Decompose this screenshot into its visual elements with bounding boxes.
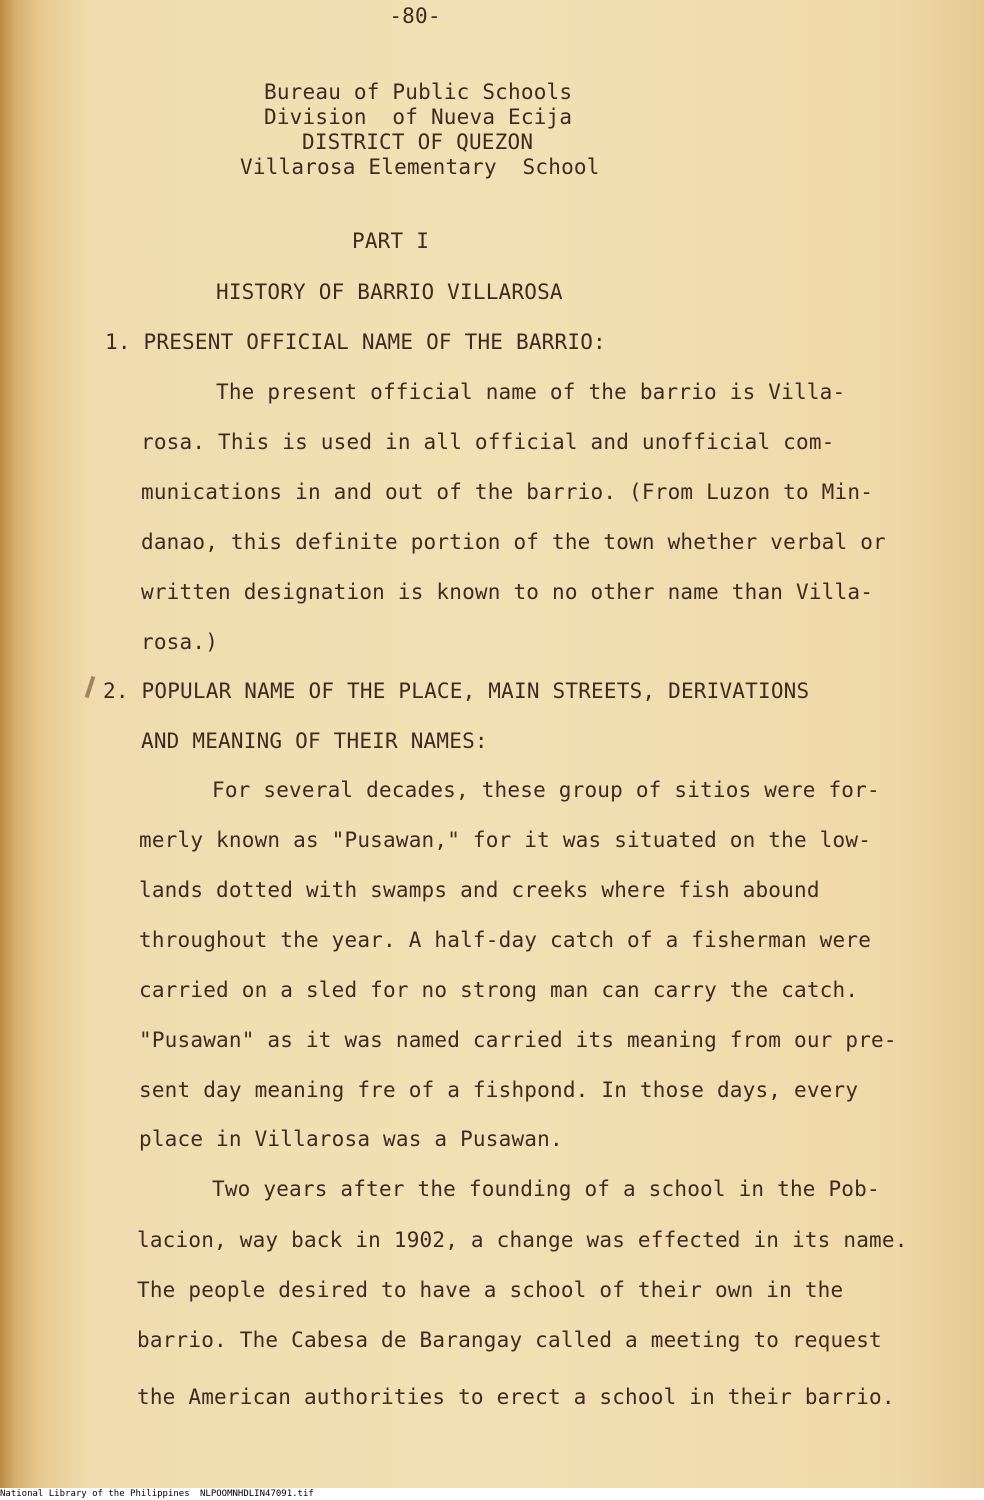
section2-para1-line: lands dotted with swamps and creeks where fish abound — [139, 878, 820, 902]
section1-line: written designation is known to no other name than Villa- — [141, 580, 874, 604]
section1-heading: 1. PRESENT OFFICIAL NAME OF THE BARRIO: — [105, 330, 606, 354]
header-district: DISTRICT OF QUEZON — [302, 130, 534, 154]
section2-para2-line: barrio. The Cabesa de Barangay called a meeting to request — [137, 1328, 882, 1352]
footer-filename: NLPOOMNHDLIN47091.tif — [200, 1489, 314, 1499]
section2-heading-line1: 2. POPULAR NAME OF THE PLACE, MAIN STREETS, DERIVATIONS — [103, 679, 810, 703]
header-school: Villarosa Elementary School — [240, 155, 600, 179]
header-division: Division of Nueva Ecija — [264, 105, 573, 129]
header-bureau: Bureau of Public Schools — [264, 80, 573, 104]
section2-para1-line: carried on a sled for no strong man can carry the catch. — [139, 978, 859, 1002]
section2-para2-line: Two years after the founding of a school in the Pob- — [212, 1177, 880, 1201]
section2-para2-line: lacion, way back in 1902, a change was effected in its name. — [137, 1228, 908, 1252]
part-title: PART I — [352, 229, 430, 253]
section2-para2-line: The people desired to have a school of their own in the — [137, 1278, 844, 1302]
section2-para1-line: sent day meaning fre of a fishpond. In those days, every — [139, 1078, 859, 1102]
archive-footer — [0, 1488, 984, 1500]
section2-para1-line: "Pusawan" as it was named carried its meaning from our pre- — [139, 1028, 897, 1052]
section2-para1-line: merly known as "Pusawan," for it was situated on the low- — [139, 828, 872, 852]
page-number: -80- — [389, 4, 441, 28]
history-title: HISTORY OF BARRIO VILLAROSA — [216, 280, 563, 304]
section2-para1-line: place in Villarosa was a Pusawan. — [139, 1127, 563, 1151]
section1-line: danao, this definite portion of the town whether verbal or — [141, 530, 886, 554]
section1-line: rosa. This is used in all official and unofficial com- — [141, 430, 835, 454]
pencil-mark — [85, 676, 96, 698]
section2-heading-line2: AND MEANING OF THEIR NAMES: — [141, 729, 488, 753]
section2-para1-line: For several decades, these group of sitios were for- — [212, 778, 880, 802]
section2-para1-line: throughout the year. A half-day catch of a fisherman were — [139, 928, 872, 952]
section1-line: The present official name of the barrio is Villa- — [216, 380, 846, 404]
section1-line: rosa.) — [141, 630, 219, 654]
section2-para2-line: the American authorities to erect a school in their barrio. — [137, 1385, 895, 1409]
section1-line: munications in and out of the barrio. (From Luzon to Min- — [141, 480, 874, 504]
footer-library: National Library of the Philippines — [0, 1489, 190, 1499]
